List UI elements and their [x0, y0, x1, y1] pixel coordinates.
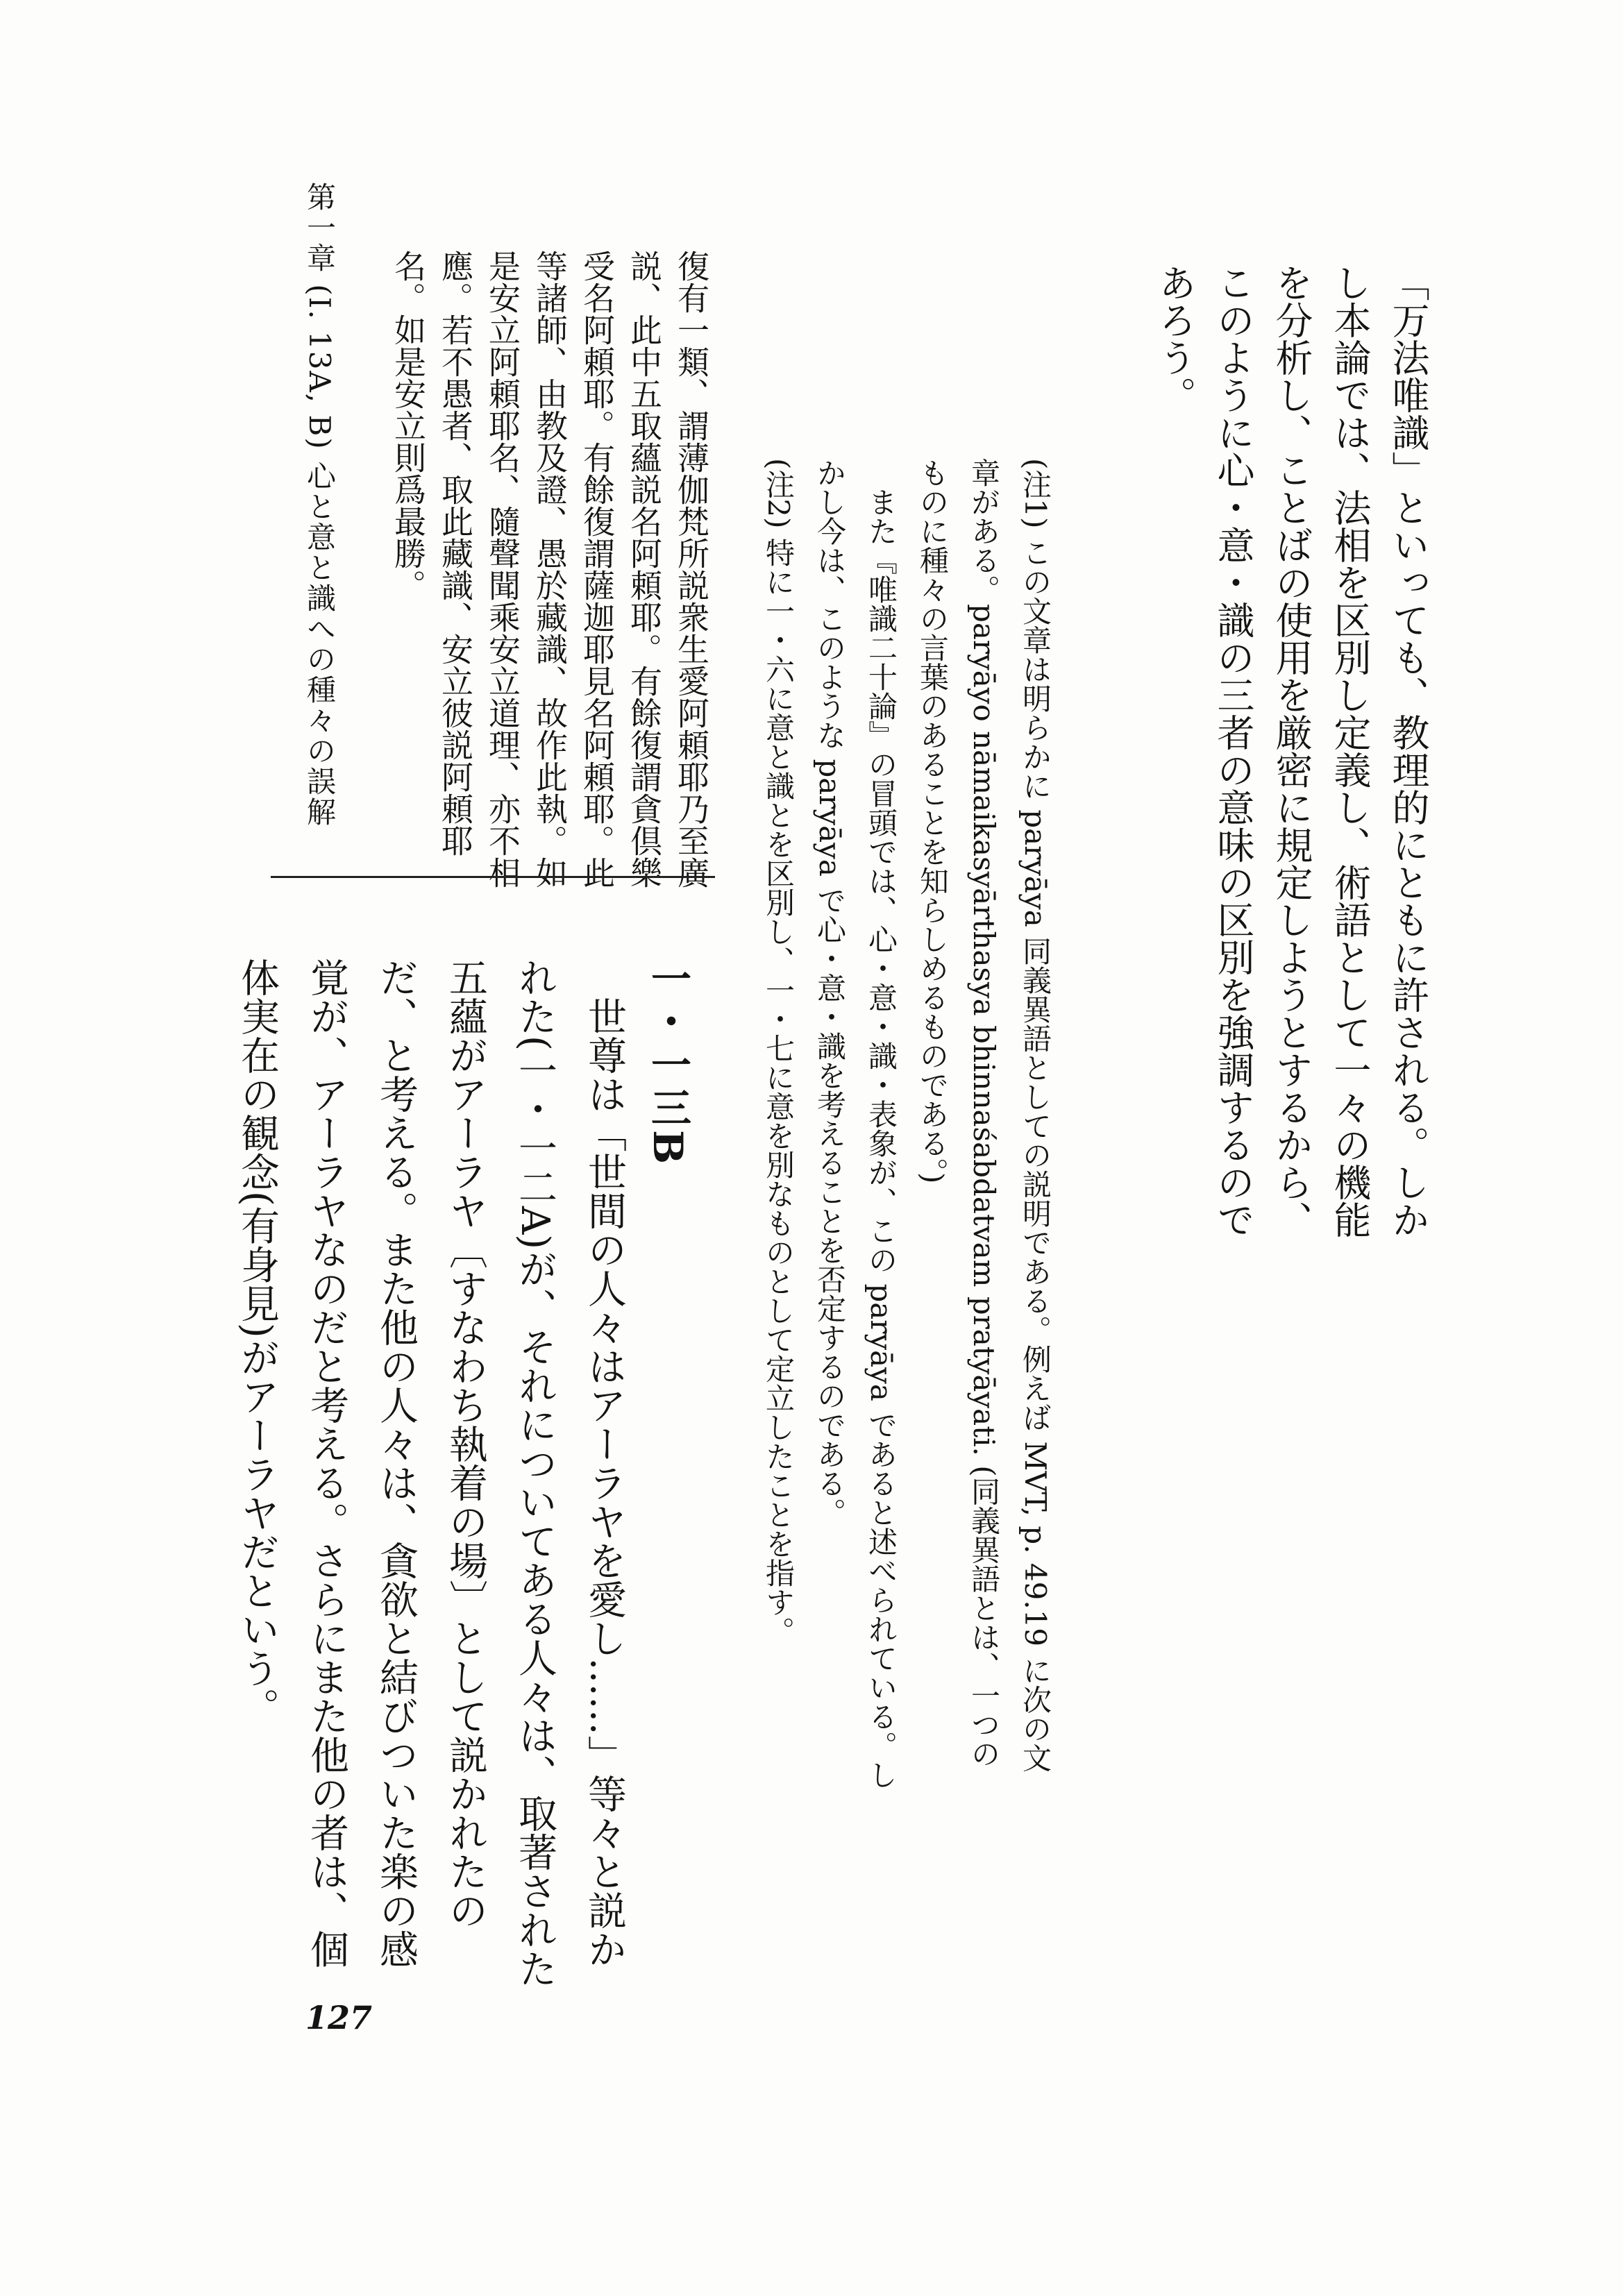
main-paragraph: 「万法唯識」といっても、教理的にともに許される。しかし本論では、法相を区別し定義し、術語として一々の機能を分析し、ことばの使用を厳密に規定しようとするから、このように心・意・識の三者の意味の区別を強調するのであろう。 [1153, 264, 1430, 1238]
page-number: 127 [305, 1999, 373, 2036]
translation-paragraph: 世尊は「世間の人々はアーラヤを愛し……」等々と説かれた(一・一二A)が、それについてある人々は、取著された五蘊がアーラヤ〔すなわち執着の場〕として説かれたのだ、と考える。また他の人々は、貪欲と結びついた楽の感覚が、アーラヤなのだと考える。さらにまた他の者は、個体実在の観念(有身見)がアーラヤだという。 [235, 958, 627, 1989]
note-1: (注1) この文章は明らかに paryāya 同義異語としての説明である。例えば MVT, p. 49.19 に次の文章がある。paryāyo nāmaikasyārthasya bhinnaśabdatvam pratyāyati. (同義異語とは、一つのものに種々の言葉のあることを知らしめるものである。) [916, 458, 1052, 1773]
kanbun-source-text: 復有一類、謂薄伽梵所説衆生愛阿頼耶乃至廣説、此中五取蘊説名阿頼耶。有餘復謂貪倶樂受名阿頼耶。有餘復謂薩迦耶見名阿頼耶。此等諸師、由教及證、愚於藏識、故作此執。如是安立阿頼耶名、隨聲聞乘安立道理、亦不相應。若不愚者、取此藏識、安立彼説阿頼耶名。如是安立則爲最勝。 [389, 250, 710, 888]
section-heading: 一・一三B [644, 958, 691, 1167]
note-2: (注2) 特に一・六に意と識とを区別し、一・七に意を別なものとして定立したことを指す。 [762, 458, 796, 1646]
main-text-column [1145, 264, 1437, 1249]
note-1-continued: また『唯識二十論』の冒頭では、心・意・識・表象が、この paryāya であると述べられている。しかし今は、このような paryāya で心・意・識を考えることを否定するのである。 [813, 458, 898, 1790]
translation-text [235, 958, 639, 1999]
running-head: 第一章 (I. 13A, B) 心と意と識への種々の誤解 [303, 182, 337, 828]
notes-block [752, 458, 1061, 1791]
section-divider [271, 876, 715, 878]
